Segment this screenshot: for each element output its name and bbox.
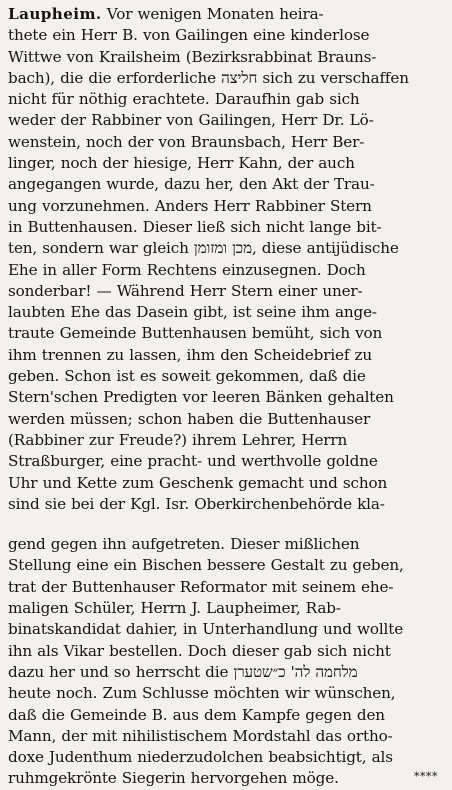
text-line: laubten Ehe das Dasein gibt, ist seine ihm ange-: [8, 303, 377, 322]
text-line: heute noch. Zum Schlusse möchten wir wünschen,: [8, 684, 396, 703]
text-line: bach), die die erforderliche חליצה sich zu verschaffen: [8, 68, 409, 87]
article-heading: Laupheim.: [8, 5, 102, 23]
text-line: daß die Gemeinde B. aus dem Kampfe gegen den: [8, 705, 385, 724]
text-line: Wittwe von Krailsheim (Bezirksrabbinat Brauns-: [8, 47, 377, 66]
text-line: in Buttenhausen. Dieser ließ sich nicht lange bit-: [8, 217, 382, 236]
text-line: (Rabbiner zur Freude?) ihrem Lehrer, Herrn: [8, 430, 348, 449]
article-first-line: [8, 4, 446, 25]
text-line: sonderbar! — Während Herr Stern einer uner-: [8, 281, 363, 300]
text-line: thete ein Herr B. von Gailingen eine kinderlose: [8, 26, 370, 45]
article-column-part-1: [8, 4, 446, 515]
text-line: ung vorzunehmen. Anders Herr Rabbiner Stern: [8, 196, 372, 215]
text-line: ruhmgekrönte Siegerin hervorgehen möge.: [8, 769, 339, 788]
text-line: trat der Buttenhauser Reformator mit seinem ehe-: [8, 577, 394, 596]
text-line: doxe Judenthum niederzudolchen beabsichtigt, als: [8, 748, 393, 767]
text-line: maligen Schüler, Herrn J. Laupheimer, Rab-: [8, 599, 341, 618]
text-line: nicht für nöthig erachtete. Daraufhin gab sich: [8, 90, 360, 109]
text-line: linger, noch der hiesige, Herr Kahn, der auch: [8, 154, 355, 173]
text-line: sind sie bei der Kgl. Isr. Oberkirchenbehörde kla-: [8, 494, 385, 513]
text-line: traute Gemeinde Buttenhausen bemüht, sich von: [8, 324, 383, 343]
text-line: binatskandidat dahier, in Unterhandlung und wollte: [8, 620, 404, 639]
text-line: Stern'schen Predigten vor leeren Bänken gehalten: [8, 388, 394, 407]
text-line: dazu her und so herrscht die מלחמה לה' כ״שטערן: [8, 662, 358, 681]
text-line: ten, sondern war gleich מכן ומזומן, diese antijüdische: [8, 239, 399, 258]
text-line: angegangen wurde, dazu her, den Akt der Trau-: [8, 175, 375, 194]
text-line: wenstein, noch der von Braunsbach, Herr Ber-: [8, 132, 365, 151]
text-line: werden müssen; schon haben die Buttenhauser: [8, 409, 371, 428]
first-line-text: Vor wenigen Monaten heira-: [101, 5, 324, 23]
text-line: gend gegen ihn aufgetreten. Dieser mißlichen: [8, 535, 360, 554]
text-line: ihm trennen zu lassen, ihm den Scheidebrief zu: [8, 345, 373, 364]
article-column-part-2: [8, 534, 446, 790]
text-line: weder der Rabbiner von Gailingen, Herr Dr. Lö-: [8, 111, 374, 130]
author-signature: ****: [414, 770, 438, 783]
text-line: Ehe in aller Form Rechtens einzusegnen. Doch: [8, 260, 366, 279]
text-line: ihn als Vikar bestellen. Doch dieser gab sich nicht: [8, 641, 391, 660]
text-line: Mann, der mit nihilistischem Mordstahl das ortho-: [8, 726, 393, 745]
text-line: geben. Schon ist es soweit gekommen, daß die: [8, 367, 366, 386]
text-line: Uhr und Kette zum Geschenk gemacht und schon: [8, 473, 388, 492]
text-line: Stellung eine ein Bischen bessere Gestalt zu geben,: [8, 556, 404, 575]
text-line: Straßburger, eine pracht- und werthvolle goldne: [8, 452, 378, 471]
